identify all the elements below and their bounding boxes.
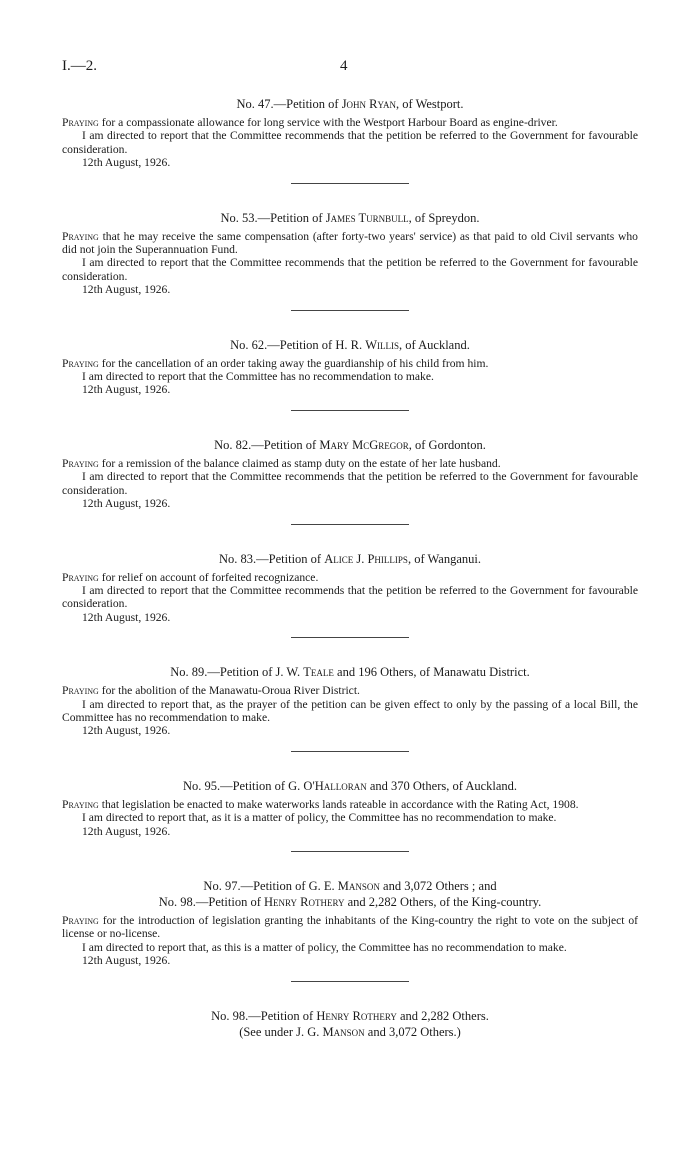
title-suffix: and 3,072 Others ; and: [379, 878, 497, 893]
petition-title: [62, 1008, 638, 1024]
see-under-note: [62, 1024, 638, 1040]
praying-word: Praying: [62, 116, 99, 129]
page-number: 4: [340, 58, 348, 74]
section-divider: [291, 310, 409, 311]
petitioner-name: Teale: [303, 665, 334, 680]
joint-petition-title-1: [62, 878, 638, 894]
report-date: 12th August, 1926.: [82, 724, 171, 738]
petitioner-name: Henry Rothery: [316, 1008, 397, 1023]
title-suffix: and 2,282 Others, of the King-country.: [344, 894, 542, 909]
petition-98-cross-reference: [62, 1008, 638, 1040]
section-divider: [291, 751, 409, 752]
praying-text: for a compassionate allowance for long service with the Westport Harbour Board as engine-driver.: [101, 116, 558, 129]
report-paragraph: I am directed to report that the Committee recommends that the petition be referred to the Government for favourable consideration.: [62, 256, 638, 283]
praying-word: Praying: [62, 229, 99, 243]
praying-paragraph: [62, 798, 638, 811]
section-divider: [291, 851, 409, 852]
see-suffix: and 3,072 Others.): [364, 1024, 461, 1039]
see-name: Manson: [322, 1024, 365, 1039]
petition-95: [62, 778, 638, 838]
petition-62: [62, 337, 638, 397]
report-paragraph: I am directed to report that, as this is a matter of policy, the Committee has no recommendation to make.: [82, 940, 567, 954]
report-date: 12th August, 1926.: [82, 383, 171, 397]
report-date: 12th August, 1926.: [82, 610, 171, 624]
praying-text: for a remission of the balance claimed as stamp duty on the estate of her late husband.: [101, 456, 501, 470]
praying-text: for the abolition of the Manawatu-Oroua River District.: [101, 684, 360, 698]
report-paragraph: I am directed to report that, as the prayer of the petition can be given effect to only by the passing of a local Bill, the Committee has no recommendation to make.: [62, 697, 638, 724]
petitioner-name: John Ryan: [341, 97, 397, 111]
see-prefix: (See under J. G.: [239, 1024, 320, 1039]
report-paragraph: I am directed to report that the Committee recommends that the petition be referred to the Government for favourable consideration.: [62, 470, 638, 497]
petition-89: [62, 664, 638, 738]
title-prefix: No. 98.—Petition of: [158, 894, 261, 909]
title-prefix: No. 53.—Petition of: [220, 210, 323, 225]
report-date: 12th August, 1926.: [82, 283, 171, 297]
report-paragraph: I am directed to report that, as it is a matter of policy, the Committee has no recommendation to make.: [82, 811, 557, 825]
title-prefix: No. 47.—Petition of: [236, 97, 339, 111]
title-prefix: No. 83.—Petition of: [219, 551, 322, 566]
praying-word: Praying: [62, 570, 99, 584]
report-date: 12th August, 1926.: [82, 497, 171, 511]
praying-paragraph: [62, 230, 638, 257]
praying-paragraph: [62, 457, 638, 470]
praying-paragraph: [62, 914, 638, 941]
title-suffix: , of Gordonton.: [408, 437, 486, 452]
joint-petition-title-2: [62, 894, 638, 910]
praying-text: for the introduction of legislation granting the inhabitants of the King-country the right to vote on the subject of license or no-license.: [62, 913, 638, 941]
petitioner-name: James Turnbull: [325, 210, 409, 225]
title-prefix: No. 82.—Petition of: [214, 437, 317, 452]
report-date: 12th August, 1926.: [82, 954, 171, 968]
title-suffix: and 2,282 Others.: [396, 1008, 489, 1023]
praying-word: Praying: [62, 797, 99, 811]
section-divider: [291, 524, 409, 525]
report-paragraph: I am directed to report that the Committee has no recommendation to make.: [82, 370, 434, 384]
section-divider: [291, 410, 409, 411]
praying-word: Praying: [62, 684, 99, 698]
petition-title: [62, 551, 638, 567]
petition-83: [62, 551, 638, 625]
section-divider: [291, 637, 409, 638]
praying-word: Praying: [62, 356, 99, 370]
title-suffix: , of Spreydon.: [408, 210, 480, 225]
petition-title: [62, 437, 638, 453]
petition-82: [62, 437, 638, 511]
title-prefix: No. 97.—Petition of G. E.: [203, 878, 335, 893]
praying-word: Praying: [62, 456, 99, 470]
title-suffix: , of Auckland.: [399, 337, 470, 352]
petition-97-98: [62, 878, 638, 968]
report-date: 12th August, 1926.: [82, 824, 171, 838]
report-date: 12th August, 1926.: [82, 156, 171, 170]
title-prefix: No. 95.—Petition of G.: [182, 778, 301, 793]
petitioner-name: Alice J. Phillips: [324, 551, 408, 566]
praying-text: that legislation be enacted to make waterworks lands rateable in accordance with the Rating Act, 1908.: [101, 797, 579, 811]
title-suffix: , of Westport.: [396, 97, 464, 111]
petitioner-name: Willis: [365, 337, 400, 352]
petitioner-name: Manson: [337, 878, 380, 893]
title-suffix: , of Wanganui.: [407, 551, 481, 566]
praying-paragraph: [62, 116, 638, 129]
report-paragraph: I am directed to report that the Committee recommends that the petition be referred to the Government for favourable consideration.: [62, 129, 638, 156]
document-body: [62, 96, 638, 1040]
petition-title: [62, 210, 638, 226]
praying-text: for relief on account of forfeited recognizance.: [101, 570, 319, 584]
petition-title: [62, 778, 638, 794]
title-suffix: and 370 Others, of Auckland.: [366, 778, 518, 793]
title-suffix: and 196 Others, of Manawatu District.: [333, 665, 530, 680]
petition-53: [62, 210, 638, 297]
petition-title: [62, 337, 638, 353]
praying-paragraph: [62, 357, 638, 370]
praying-paragraph: [62, 684, 638, 697]
petition-47: [62, 96, 638, 170]
petition-title: [62, 96, 638, 112]
report-paragraph: I am directed to report that the Committee recommends that the petition be referred to the Government for favourable consideration.: [62, 583, 638, 611]
section-divider: [291, 981, 409, 982]
title-prefix: No. 98.—Petition of: [211, 1008, 314, 1023]
section-divider: [291, 183, 409, 184]
petitioner-name: Mary McGregor: [319, 437, 409, 452]
petition-title: [62, 664, 638, 680]
praying-word: Praying: [62, 913, 99, 927]
praying-text: for the cancellation of an order taking away the guardianship of his child from him.: [101, 356, 489, 370]
title-prefix: No. 89.—Petition of J. W.: [170, 665, 301, 680]
title-prefix: No. 62.—Petition of H. R.: [230, 337, 363, 352]
document-reference: I.—2.: [62, 58, 97, 74]
praying-text: that he may receive the same compensation (after forty-two years' service) as that paid to old Civil servants who did not join the Superannuation Fund.: [62, 229, 638, 257]
petitioner-name: O'Halloran: [303, 778, 367, 793]
petitioner-name: Henry Rothery: [264, 894, 345, 909]
praying-paragraph: [62, 571, 638, 584]
